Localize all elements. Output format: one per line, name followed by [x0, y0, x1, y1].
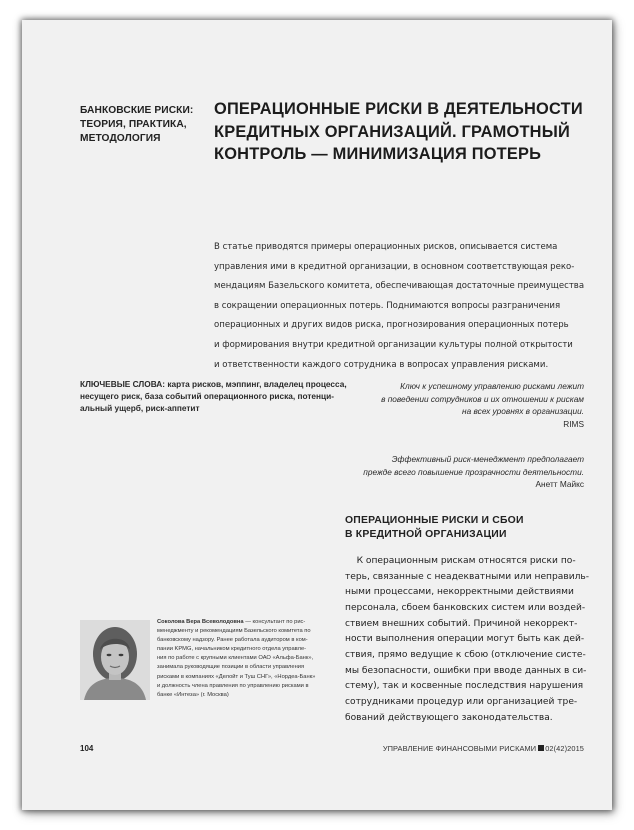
epigraph-author: RIMS	[563, 418, 584, 429]
keywords-line: КЛЮЧЕВЫЕ СЛОВА: карта рисков, мэппинг, владелец процесса,	[80, 379, 347, 389]
body-line: ствием внешних событий. Причиной некоррект-	[345, 618, 578, 629]
title-line: КОНТРОЛЬ — МИНИМИЗАЦИЯ ПОТЕРЬ	[214, 145, 542, 163]
section-label-line: ТЕОРИЯ, ПРАКТИКА,	[80, 119, 187, 130]
square-separator-icon	[538, 745, 544, 751]
section-label	[80, 104, 200, 146]
epigraph-line: в поведении сотрудников и их отношении к рискам	[381, 393, 584, 404]
author-bio	[157, 618, 337, 700]
author-name: Соколова Вера Всеволодовна	[157, 619, 244, 625]
abstract-line: в сокращении операционных потерь. Поднимаются вопросы разграничения	[214, 300, 561, 311]
body-line: ствия, прямо ведущие к сбою (отключение систе-	[345, 649, 586, 660]
article-title	[214, 98, 594, 166]
body-line: персонала, сбоем банковских систем или воздей-	[345, 602, 586, 613]
keywords	[80, 378, 345, 414]
abstract-line: и формирования внутри кредитной организации культуры полной открытости	[214, 339, 573, 350]
abstract-line: мендациям Базельского комитета, обеспечивающая достаточные преимущества	[214, 281, 585, 292]
bio-line: занимала руководящие позиции в области управления	[157, 664, 305, 671]
section-heading-line: В КРЕДИТНОЙ ОРГАНИЗАЦИИ	[345, 529, 507, 540]
bio-line: банке «Интеза» (г. Москва)	[157, 691, 229, 698]
journal-issue: 02(42)2015	[545, 744, 584, 753]
epigraph-mikes	[324, 453, 584, 491]
keywords-line: несущего риск, база событий операционного риска, потенци-	[80, 391, 335, 401]
body-line: мы безопасности, ошибки при вводе данных в си-	[345, 665, 587, 676]
section-label-line: МЕТОДОЛОГИЯ	[80, 133, 161, 144]
body-line: терь, связанные с неадекватными или неправиль-	[345, 571, 590, 582]
body-line: бований действующего законодательства.	[345, 712, 553, 723]
section-label-line: БАНКОВСКИЕ РИСКИ:	[80, 105, 194, 116]
epigraph-line: на всех уровнях в организации.	[462, 406, 584, 417]
section-heading	[345, 514, 585, 542]
abstract-line: В статье приводятся примеры операционных рисков, описывается система	[214, 242, 558, 252]
section-heading-line: ОПЕРАЦИОННЫЕ РИСКИ И СБОИ	[345, 515, 524, 526]
epigraph-rims	[324, 380, 584, 430]
epigraph-line: Ключ к успешному управлению рисками лежит	[400, 381, 584, 391]
journal-name: УПРАВЛЕНИЕ ФИНАНСОВЫМИ РИСКАМИ	[382, 744, 537, 753]
abstract-line: управления ими в кредитной организации, в основном соответствующая реко-	[214, 261, 575, 272]
bio-line	[157, 618, 337, 627]
epigraph-line: прежде всего повышение прозрачности деятельности.	[363, 466, 584, 477]
abstract-line: и ответственности каждого сотрудника в вопросах управления рисками.	[214, 359, 549, 370]
bio-line: ния по работе с крупными клиентами ОАО «Альфа-Банк»,	[157, 655, 314, 662]
page-number: 104	[80, 744, 94, 753]
body-line: К операционным рискам относятся риски по-	[345, 556, 576, 566]
body-line: ности выполнения операции могут быть как дей-	[345, 634, 585, 645]
journal-footer	[383, 744, 584, 753]
keywords-line: альный ущерб, риск-аппетит	[80, 403, 200, 413]
bio-line: пании KPMG, начальником кредитного отдела управле-	[157, 646, 307, 653]
journal-page	[22, 20, 612, 810]
bio-line: рисками в компаниях «Делойт и Туш СНГ», «Нордеа-Банк»	[157, 673, 316, 680]
body-line: ными процессами, некорректными действиями	[345, 587, 574, 598]
bio-first-line-rest: — консультант по рис-	[243, 619, 306, 625]
bio-line: банковскому надзору. Ранее работала аудитором в ком-	[157, 637, 308, 644]
title-line: КРЕДИТНЫХ ОРГАНИЗАЦИЙ. ГРАМОТНЫЙ	[214, 122, 570, 141]
body-line: сотрудниками процедур или организацией тре-	[345, 696, 578, 707]
epigraph-line: Эффективный риск-менеджмент предполагает	[391, 454, 584, 464]
body-line: стему), так и косвенные последствия нарушения	[345, 681, 584, 692]
abstract-line: операционных и других видов риска, прогнозирования операционных потерь	[214, 320, 569, 331]
abstract	[214, 238, 586, 375]
portrait-image	[80, 620, 150, 700]
epigraph-author: Анетт Майкс	[535, 479, 584, 490]
author-photo	[80, 620, 150, 700]
bio-line: и должность члена правления по управлению рисками в	[157, 682, 309, 689]
title-line: ОПЕРАЦИОННЫЕ РИСКИ В ДЕЯТЕЛЬНОСТИ	[214, 100, 583, 118]
body-text	[345, 554, 590, 726]
bio-line: менеджменту и рекомендациям Базельского комитета по	[157, 628, 311, 635]
